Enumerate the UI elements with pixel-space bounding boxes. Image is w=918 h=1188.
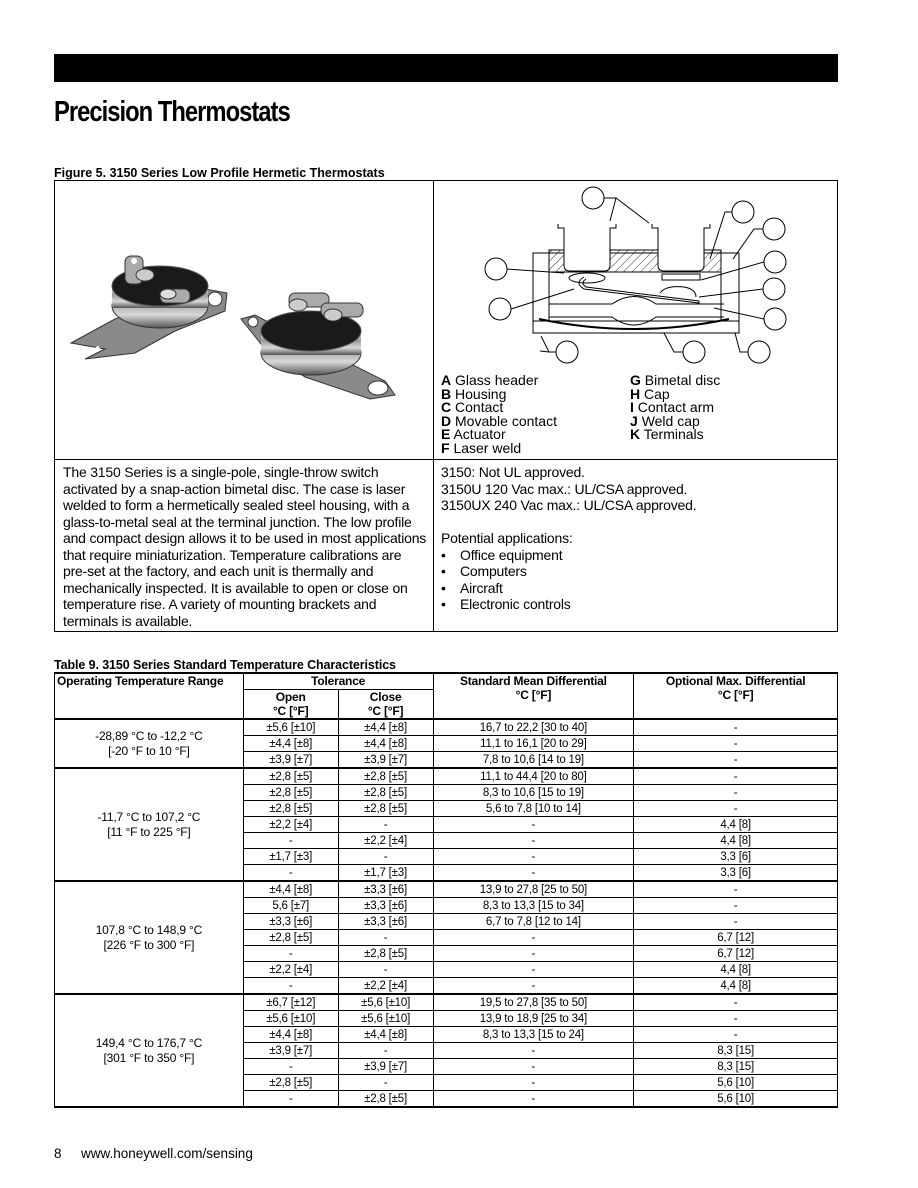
opt-diff-cell: - — [634, 1027, 838, 1043]
opt-diff-cell: 4,4 [8] — [634, 833, 838, 849]
close-cell: - — [338, 817, 433, 833]
thermostat-photo — [55, 181, 434, 459]
std-diff-cell: 19,5 to 27,8 [35 to 50] — [433, 994, 634, 1011]
opt-diff-cell: - — [634, 768, 838, 785]
page-number: 8 — [54, 1146, 62, 1161]
close-cell: ±2,2 [±4] — [338, 833, 433, 849]
application-item: • Electronic controls — [441, 596, 831, 613]
open-cell: 5,6 [±7] — [243, 898, 338, 914]
std-diff-cell: - — [433, 946, 634, 962]
opt-diff-cell: - — [634, 898, 838, 914]
opt-diff-cell: 6,7 [12] — [634, 946, 838, 962]
divider — [55, 459, 837, 460]
close-cell: ±2,2 [±4] — [338, 978, 433, 995]
close-cell: ±1,7 [±3] — [338, 865, 433, 882]
open-cell: ±3,9 [±7] — [243, 752, 338, 769]
close-cell: ±4,4 [±8] — [338, 719, 433, 736]
close-cell: ±5,6 [±10] — [338, 1011, 433, 1027]
std-diff-cell: - — [433, 833, 634, 849]
opt-diff-cell: 6,7 [12] — [634, 930, 838, 946]
opt-diff-cell: - — [634, 881, 838, 898]
close-cell: ±2,8 [±5] — [338, 768, 433, 785]
close-cell: ±5,6 [±10] — [338, 994, 433, 1011]
opt-diff-cell: - — [634, 801, 838, 817]
legend-item: B Housing — [441, 385, 507, 402]
open-cell: - — [243, 833, 338, 849]
range-cell: 149,4 °C to 176,7 °C [301 °F to 350 °F] — [55, 994, 244, 1107]
applications-heading: Potential applications: — [441, 530, 573, 546]
legend-item: J Weld cap — [630, 412, 700, 429]
close-cell: ±4,4 [±8] — [338, 1027, 433, 1043]
legend-item: C Contact — [441, 399, 504, 416]
figure-box — [54, 180, 838, 632]
std-diff-cell: 16,7 to 22,2 [30 to 40] — [433, 719, 634, 736]
open-cell: ±5,6 [±10] — [243, 719, 338, 736]
legend-item: A Glass header — [441, 372, 539, 388]
close-cell: - — [338, 962, 433, 978]
approval-line: 3150U 120 Vac max.: UL/CSA approved. — [441, 480, 688, 497]
approval-line: 3150UX 240 Vac max.: UL/CSA approved. — [441, 497, 697, 513]
open-cell: ±6,7 [±12] — [243, 994, 338, 1011]
opt-diff-cell: - — [634, 1011, 838, 1027]
open-cell: ±4,4 [±8] — [243, 1027, 338, 1043]
std-diff-cell: 11,1 to 16,1 [20 to 29] — [433, 736, 634, 752]
open-cell: - — [243, 946, 338, 962]
legend-item: F Laser weld — [441, 439, 522, 456]
close-cell: ±3,9 [±7] — [338, 1059, 433, 1075]
close-cell: - — [338, 1043, 433, 1059]
product-description: The 3150 Series is a single-pole, single-throw switch activated by a snap-action bimetal disc. The case is laser welded to form a hermetically sealed steel housing, with a glass-to-metal seal at the terminal junction. The low profile and compact design allows it to be used in most applications that require miniaturization. Temperature calibrations are pre-set at the factory, and each unit is thermally and mechanically inspected. It is available to open or close on temperature rise. A variety of mounting brackets and terminals is available. — [63, 464, 427, 629]
open-cell: - — [243, 1059, 338, 1075]
header-range: Operating Temperature Range — [55, 673, 244, 719]
opt-diff-cell: 4,4 [8] — [634, 962, 838, 978]
std-diff-cell: - — [433, 930, 634, 946]
close-cell: ±3,3 [±6] — [338, 914, 433, 930]
application-item: • Computers — [441, 563, 831, 580]
opt-diff-cell: - — [634, 719, 838, 736]
close-cell: ±2,8 [±5] — [338, 946, 433, 962]
std-diff-cell: 11,1 to 44,4 [20 to 80] — [433, 768, 634, 785]
table-row — [55, 994, 838, 1011]
legend-item: G Bimetal disc — [630, 372, 721, 388]
legend-item: E Actuator — [441, 426, 506, 443]
std-diff-cell: - — [433, 978, 634, 995]
open-cell: ±4,4 [±8] — [243, 736, 338, 752]
open-cell: ±4,4 [±8] — [243, 881, 338, 898]
std-diff-cell: - — [433, 962, 634, 978]
open-cell: - — [243, 1091, 338, 1108]
opt-diff-cell: 8,3 [15] — [634, 1043, 838, 1059]
std-diff-cell: 7,8 to 10,6 [14 to 19] — [433, 752, 634, 769]
header-open: Open °C [°F] — [243, 690, 338, 720]
legend-item: I Contact arm — [630, 399, 715, 416]
footer-url[interactable]: www.honeywell.com/sensing — [81, 1146, 253, 1161]
opt-diff-cell: 3,3 [6] — [634, 865, 838, 882]
divider — [433, 459, 434, 631]
open-cell: ±3,3 [±6] — [243, 914, 338, 930]
open-cell: ±2,8 [±5] — [243, 785, 338, 801]
std-diff-cell: - — [433, 849, 634, 865]
open-cell: ±3,9 [±7] — [243, 1043, 338, 1059]
std-diff-cell: - — [433, 1075, 634, 1091]
close-cell: ±2,8 [±5] — [338, 1091, 433, 1108]
header-bar — [54, 54, 838, 82]
temperature-characteristics-table — [54, 672, 838, 1108]
opt-diff-cell: 5,6 [10] — [634, 1091, 838, 1108]
opt-diff-cell: 5,6 [10] — [634, 1075, 838, 1091]
open-cell: ±2,2 [±4] — [243, 962, 338, 978]
open-cell: ±1,7 [±3] — [243, 849, 338, 865]
std-diff-cell: 8,3 to 13,3 [15 to 34] — [433, 898, 634, 914]
header-close: Close °C [°F] — [338, 690, 433, 720]
std-diff-cell: - — [433, 1091, 634, 1108]
open-cell: ±5,6 [±10] — [243, 1011, 338, 1027]
std-diff-cell: 6,7 to 7,8 [12 to 14] — [433, 914, 634, 930]
table-row — [55, 881, 838, 898]
std-diff-cell: 8,3 to 10,6 [15 to 19] — [433, 785, 634, 801]
figure-caption: Figure 5. 3150 Series Low Profile Hermetic Thermostats — [54, 166, 385, 180]
close-cell: - — [338, 849, 433, 865]
open-cell: ±2,8 [±5] — [243, 930, 338, 946]
close-cell: ±2,8 [±5] — [338, 801, 433, 817]
close-cell: ±3,3 [±6] — [338, 881, 433, 898]
open-cell: - — [243, 978, 338, 995]
close-cell: - — [338, 1075, 433, 1091]
close-cell: ±4,4 [±8] — [338, 736, 433, 752]
opt-diff-cell: 4,4 [8] — [634, 978, 838, 995]
range-cell: -28,89 °C to -12,2 °C [-20 °F to 10 °F] — [55, 719, 244, 768]
open-cell: ±2,8 [±5] — [243, 768, 338, 785]
opt-diff-cell: - — [634, 785, 838, 801]
application-item: • Aircraft — [441, 580, 831, 597]
legend-item: D Movable contact — [441, 412, 557, 429]
close-cell: ±3,9 [±7] — [338, 752, 433, 769]
std-diff-cell: 8,3 to 13,3 [15 to 24] — [433, 1027, 634, 1043]
opt-diff-cell: - — [634, 736, 838, 752]
cross-section-diagram — [434, 181, 837, 371]
opt-diff-cell: 3,3 [6] — [634, 849, 838, 865]
close-cell: - — [338, 930, 433, 946]
opt-diff-cell: - — [634, 752, 838, 769]
opt-diff-cell: 4,4 [8] — [634, 817, 838, 833]
approval-line: 3150: Not UL approved. — [441, 464, 585, 480]
page-title: Precision Thermostats — [54, 96, 290, 128]
table-row — [55, 719, 838, 736]
table-row — [55, 768, 838, 785]
opt-diff-cell: 8,3 [15] — [634, 1059, 838, 1075]
open-cell: - — [243, 865, 338, 882]
application-item: • Office equipment — [441, 547, 831, 564]
table-caption: Table 9. 3150 Series Standard Temperature Characteristics — [54, 658, 396, 672]
std-diff-cell: 5,6 to 7,8 [10 to 14] — [433, 801, 634, 817]
std-diff-cell: - — [433, 1043, 634, 1059]
std-diff-cell: 13,9 to 27,8 [25 to 50] — [433, 881, 634, 898]
open-cell: ±2,2 [±4] — [243, 817, 338, 833]
std-diff-cell: 13,9 to 18,9 [25 to 34] — [433, 1011, 634, 1027]
opt-diff-cell: - — [634, 994, 838, 1011]
std-diff-cell: - — [433, 817, 634, 833]
open-cell: ±2,8 [±5] — [243, 1075, 338, 1091]
approvals-and-applications — [441, 464, 831, 613]
std-diff-cell: - — [433, 865, 634, 882]
header-std-diff: Standard Mean Differential °C [°F] — [433, 673, 634, 719]
close-cell: ±3,3 [±6] — [338, 898, 433, 914]
page-footer — [54, 1146, 253, 1161]
header-opt-diff: Optional Max. Differential °C [°F] — [634, 673, 838, 719]
legend-item: K Terminals — [630, 426, 704, 443]
range-cell: 107,8 °C to 148,9 °C [226 °F to 300 °F] — [55, 881, 244, 994]
close-cell: ±2,8 [±5] — [338, 785, 433, 801]
range-cell: -11,7 °C to 107,2 °C [11 °F to 225 °F] — [55, 768, 244, 881]
open-cell: ±2,8 [±5] — [243, 801, 338, 817]
header-tolerance: Tolerance — [243, 673, 433, 690]
std-diff-cell: - — [433, 1059, 634, 1075]
opt-diff-cell: - — [634, 914, 838, 930]
legend-item: H Cap — [630, 385, 670, 402]
